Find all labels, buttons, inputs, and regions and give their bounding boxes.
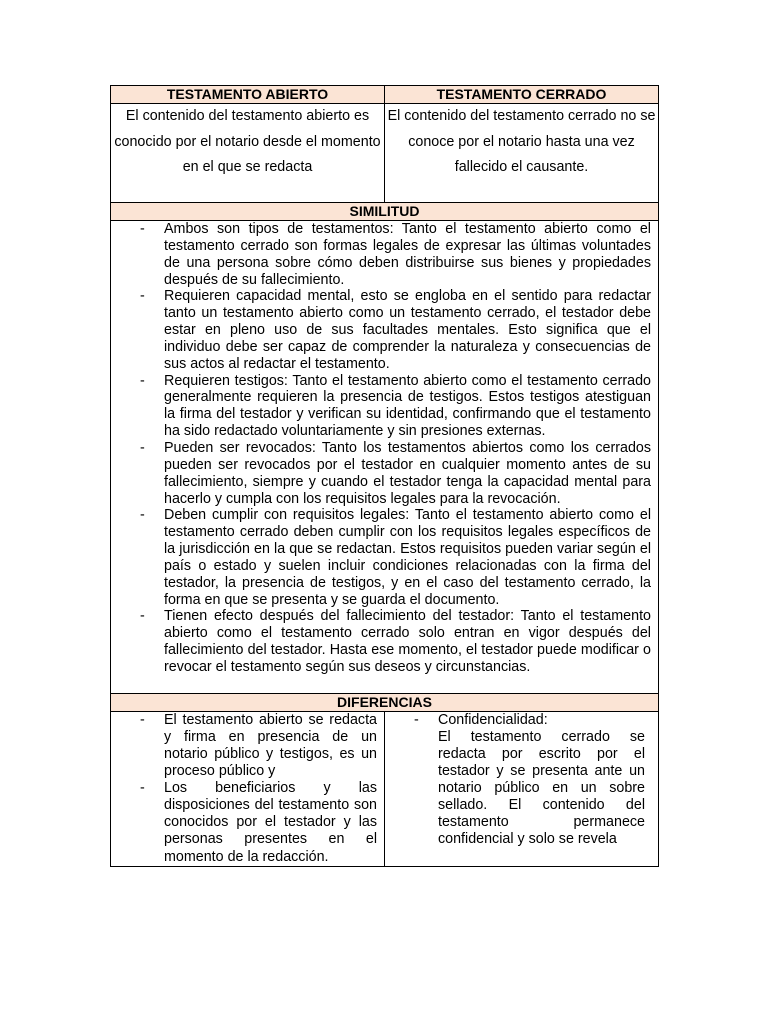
diferencias-row (111, 711, 659, 866)
intro-cerrado: El contenido del testamento cerrado no se conoce por el notario hasta una vez fallecido el causante. (385, 104, 659, 203)
similitud-item: - Pueden ser revocados: Tanto los testamentos abiertos como los cerrados pueden ser revocados por el testador en cualquier momento antes de su fallecimiento, siempre y cuando el testador tenga la capacidad mental para hacerlo y cumpla con los requisitos legales para la revocación. (111, 440, 651, 507)
diferencia-item: - Los beneficiarios y las disposiciones del testamento son conocidos por el testador y las personas presentes en el momento de la redacción. (111, 780, 377, 865)
diferencia-body: El testamento cerrado se redacta por escrito por el testador y se presenta ante un notario público en un sobre sellado. El contenido del testamento permanece confidencial y solo se revela (438, 728, 645, 848)
header-similitud: SIMILITUD (111, 203, 659, 221)
similitud-header-row (111, 203, 659, 221)
intro-row (111, 104, 659, 203)
header-row (111, 86, 659, 104)
header-abierto: TESTAMENTO ABIERTO (111, 86, 385, 104)
similitud-item: - Tienen efecto después del fallecimiento del testador: Tanto el testamento abierto como el testamento cerrado solo entran en vigor después del fallecimiento del testador. Hasta ese momento, el testador puede modificar o revocar el testamento según sus deseos y circunstancias. (111, 608, 651, 675)
intro-abierto: El contenido del testamento abierto es conocido por el notario desde el momento en el que se redacta (111, 104, 385, 203)
diferencias-cerrado-cell (385, 711, 659, 866)
similitud-item: - Requieren testigos: Tanto el testamento abierto como el testamento cerrado generalmente requieren la presencia de testigos. Estos testigos atestiguan la firma del testador y verifican su identidad, confirmando que el testamento ha sido redactado voluntariamente y sin presiones externas. (111, 373, 651, 440)
diferencia-item (385, 712, 645, 849)
diferencias-abierto-list (111, 712, 384, 866)
similitud-item: - Requieren capacidad mental, esto se engloba en el sentido para redactar tanto un testamento abierto como un testamento cerrado, el testador debe estar en pleno uso de sus facultades mentales. Esto significa que el individuo debe ser capaz de comprender la naturaleza y consecuencias de sus actos al redactar el testamento. (111, 288, 651, 372)
header-cerrado: TESTAMENTO CERRADO (385, 86, 659, 104)
similitud-item: - Ambos son tipos de testamentos: Tanto el testamento abierto como el testamento cerrado son formas legales de expresar las últimas voluntades de una persona sobre cómo deben distribuirse sus bienes y propiedades después de su fallecimiento. (111, 221, 651, 288)
diferencias-header-row (111, 693, 659, 711)
diferencias-cerrado-list (385, 712, 652, 849)
similitud-row (111, 221, 659, 694)
similitud-cell (111, 221, 659, 694)
comparison-table (110, 85, 659, 867)
diferencia-title: - Confidencialidad: (438, 711, 548, 728)
similitud-list (111, 221, 658, 676)
similitud-item: - Deben cumplir con requisitos legales: Tanto el testamento abierto como el testamento cerrado deben cumplir con los requisitos legales específicos de la jurisdicción en la que se redactan. Estos requisitos pueden variar según el país o estado y suelen incluir condiciones relacionadas con la firma del testador, la presencia de testigos, y en el caso del testamento cerrado, la forma en que se presenta y se guarda el documento. (111, 507, 651, 608)
diferencia-item: - El testamento abierto se redacta y firma en presencia de un notario público y testigos, es un proceso público y (111, 712, 377, 780)
header-diferencias: DIFERENCIAS (111, 693, 659, 711)
diferencias-abierto-cell (111, 711, 385, 866)
